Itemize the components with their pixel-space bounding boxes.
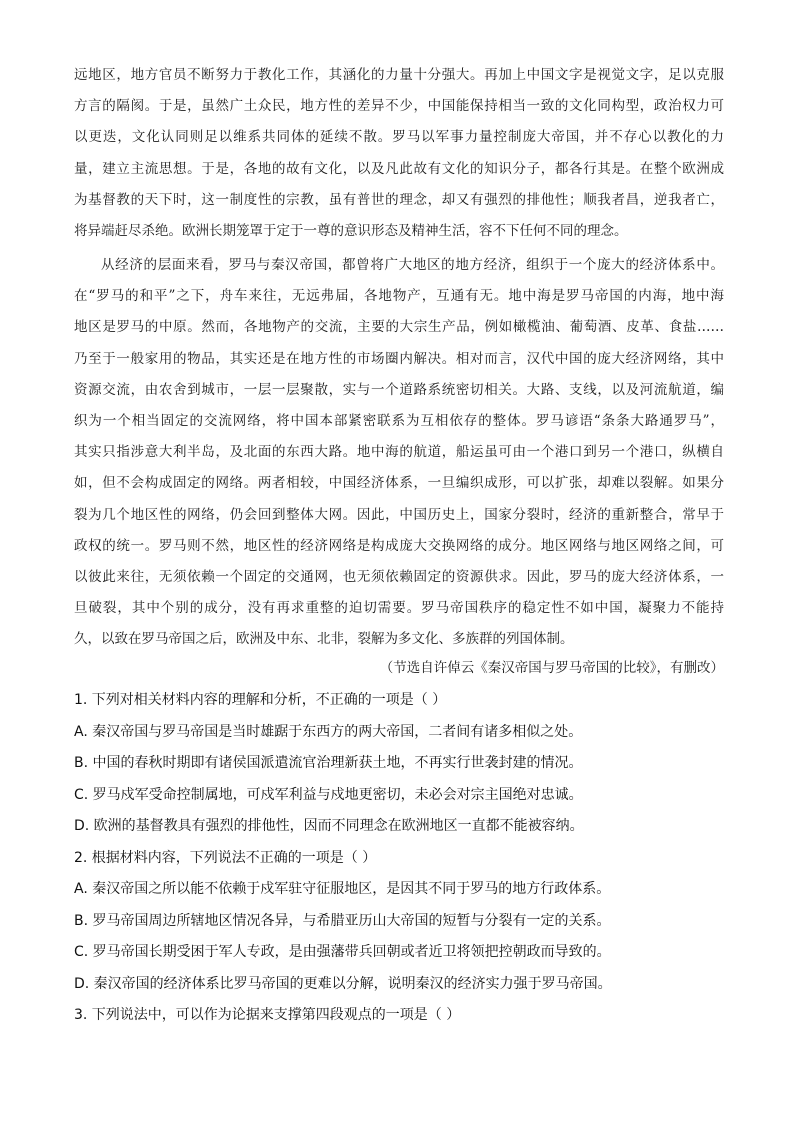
passage-line: 裂为几个地区性的网络，仍会回到整体大网。因此，中国历史上，国家分裂时，经济的重新整合，常早于	[74, 506, 724, 523]
passage-line: 将异端赶尽杀绝。欧洲长期笼罩于定于一尊的意识形态及精神生活，容不下任何不同的理念。	[74, 222, 628, 239]
passage-line: 以更迭，文化认同则足以维系共同体的延续不散。罗马以军事力量控制庞大帝国，并不存心以教化的力	[74, 129, 724, 146]
passage-line: 从经济的层面来看，罗马与秦汉帝国，都曾将广大地区的地方经济，组织于一个庞大的经济体系中。	[101, 257, 724, 273]
passage-line: 如，但不会构成固定的网络。两者相较，中国经济体系，一旦编织成形，可以扩张，却难以裂解。如果分	[74, 475, 724, 492]
passage-paragraph-politics	[74, 60, 724, 247]
passage-line: 旦破裂，其中个别的成分，没有再求重整的迫切需要。罗马帝国秩序的稳定性不如中国，凝聚力不能持	[74, 600, 724, 617]
question-stem: 1. 下列对相关材料内容的理解和分析，不正确的一项是（ ）	[74, 692, 447, 708]
question-option: B. 中国的春秋时期即有诸侯国派遣流官治理新获土地，不再实行世袭封建的情况。	[74, 755, 583, 771]
question-option: A. 秦汉帝国之所以能不依赖于戍军驻守征服地区，是因其不同于罗马的地方行政体系。	[74, 881, 611, 897]
question-option: D. 秦汉帝国的经济体系比罗马帝国的更难以分解，说明秦汉的经济实力强于罗马帝国。	[74, 975, 612, 992]
passage-line: 政权的统一。罗马则不然，地区性的经济网络是构成庞大交换网络的成分。地区网络与地区网络之间，可	[74, 537, 724, 554]
question-option: B. 罗马帝国周边所辖地区情况各异，与希腊亚历山大帝国的短暂与分裂有一定的关系。	[74, 912, 611, 929]
question-option: D. 欧洲的基督教具有强烈的排他性，因而不同理念在欧洲地区一直都不能被容纳。	[74, 818, 584, 834]
question-option: A. 秦汉帝国与罗马帝国是当时雄踞于东西方的两大帝国，二者间有诸多相似之处。	[74, 723, 583, 740]
question-stem: 2. 根据材料内容，下列说法不正确的一项是（ ）	[74, 849, 377, 866]
passage-line: 量，建立主流思想。于是，各地的故有文化，以及凡此故有文化的知识分子，都各行其是。在整个欧洲成	[74, 160, 724, 177]
passage-line: 地区是罗马的中原。然而，各地物产的交流，主要的大宗生产品，例如橄榄油、葡萄酒、皮革、食盐……	[74, 319, 724, 336]
passage-source: （节选自许倬云《秦汉帝国与罗马帝国的比较》，有删改）	[379, 660, 724, 676]
passage-line: 方言的隔阂。于是，虽然广土众民，地方性的差异不少，中国能保持相当一致的文化同构型，政治权力可	[74, 98, 724, 115]
passage-line: 资源交流，由农舍到城市，一层一层聚散，实与一个道路系统密切相关。大路、支线，以及河流航道，编	[74, 381, 724, 398]
passage-line: 以彼此来往，无须依赖一个固定的交通网，也无须依赖固定的资源供求。因此，罗马的庞大经济体系，一	[74, 568, 724, 585]
question-list	[74, 685, 734, 1032]
passage-line: 乃至于一般家用的物品，其实还是在地方性的市场圈内解决。相对而言，汉代中国的庞大经济网络，其中	[74, 350, 724, 367]
question-option: C. 罗马戍军受命控制属地，可戍军利益与戍地更密切，未必会对宗主国绝对忠诚。	[74, 786, 583, 803]
passage-line: 织为一个相当固定的交流网络，将中国本部紧密联系为互相依存的整体。罗马谚语“条条大路通罗马”，	[74, 412, 724, 429]
passage-line: 久，以致在罗马帝国之后，欧洲及中东、北非，裂解为多文化、多族群的列国体制。	[74, 631, 574, 648]
question-stem: 3. 下列说法中，可以作为论据来支撑第四段观点的一项是（ ）	[74, 1007, 461, 1023]
passage-line: 在“罗马的和平”之下，舟车来往，无远弗届，各地物产，互通有无。地中海是罗马帝国的内海，地中海	[74, 288, 724, 305]
passage-paragraph-economy	[74, 250, 724, 655]
passage-line: 为基督教的天下时，这一制度性的宗教，虽有普世的理念，却又有强烈的排他性；顺我者昌，逆我者亡，	[74, 191, 724, 208]
passage-line: 其实只指涉意大利半岛，及北面的东西大路。地中海的航道，船运虽可由一个港口到另一个港口，纵横自	[74, 444, 724, 461]
passage-line: 远地区，地方官员不断努力于教化工作，其涵化的力量十分强大。再加上中国文字是视觉文字，足以克服	[74, 67, 724, 83]
question-option: C. 罗马帝国长期受困于军人专政，是由强藩带兵回朝或者近卫将领把控朝政而导致的。	[74, 944, 611, 960]
